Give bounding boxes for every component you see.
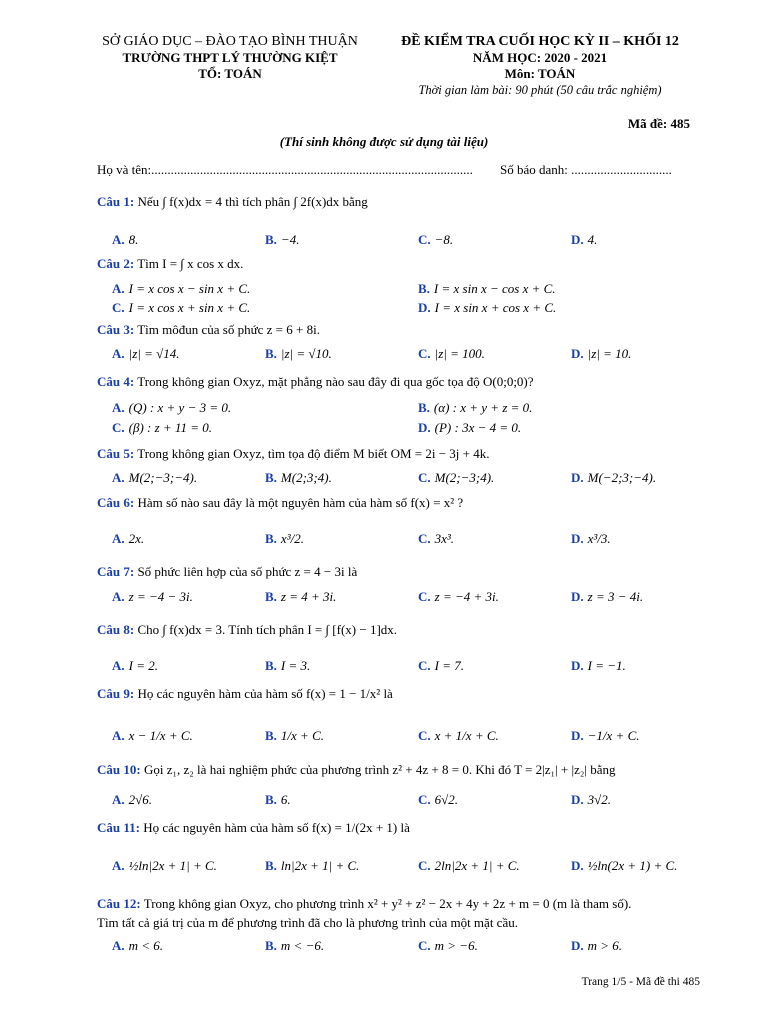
question-label: Câu 5:	[97, 446, 135, 461]
option-key: B.	[265, 589, 277, 604]
option-key: D.	[571, 589, 584, 604]
option-text: z = −4 + 3i.	[434, 589, 499, 604]
option-d[interactable]	[571, 589, 643, 605]
option-a[interactable]	[112, 938, 163, 954]
option-text: 6√2.	[434, 792, 459, 807]
option-text: I = 3.	[280, 658, 311, 673]
option-a[interactable]	[112, 470, 197, 486]
option-c[interactable]	[418, 792, 458, 808]
question-text: Trong không gian Oxyz, cho phương trình x² + y² + z² − 2x + 4y + 2z + m = 0 (m là tham số).	[140, 896, 632, 911]
question-8	[97, 622, 397, 638]
exam-note: (Thí sinh không được sử dụng tài liệu)	[279, 134, 489, 149]
option-c[interactable]	[418, 858, 520, 874]
option-key: D.	[571, 531, 584, 546]
subject: Môn: TOÁN	[504, 66, 576, 81]
option-c[interactable]	[112, 300, 250, 316]
option-text: z = 4 + 3i.	[280, 589, 337, 604]
option-text: x³/3.	[587, 531, 611, 546]
option-a[interactable]	[112, 281, 250, 297]
option-b[interactable]	[265, 232, 299, 248]
option-key: B.	[418, 400, 430, 415]
question-text: Họ các nguyên hàm của hàm số f(x) = 1 − 1/x² là	[134, 686, 393, 701]
question-label: Câu 6:	[97, 495, 135, 510]
option-key: D.	[571, 728, 584, 743]
option-text: 3√2.	[587, 792, 612, 807]
option-key: A.	[112, 346, 125, 361]
question-text-line2: Tìm tất cả giá trị của m để phương trình đã cho là phương trình của một mặt cầu.	[97, 915, 518, 930]
option-text: I = −1.	[587, 658, 626, 673]
option-key: C.	[418, 938, 431, 953]
question-10	[97, 762, 616, 778]
question-2	[97, 256, 243, 272]
option-key: B.	[265, 531, 277, 546]
option-key: C.	[418, 232, 431, 247]
option-b[interactable]	[265, 531, 304, 547]
option-text: (α) : x + y + z = 0.	[433, 400, 533, 415]
option-key: B.	[265, 792, 277, 807]
question-9	[97, 686, 393, 702]
question-text: Tìm môđun của số phức z = 6 + 8i.	[134, 322, 320, 337]
option-text: |z| = 100.	[434, 346, 485, 361]
option-c[interactable]	[418, 658, 464, 674]
option-key: B.	[265, 658, 277, 673]
option-a[interactable]	[112, 728, 193, 744]
question-text: Gọi z₁, z₂ là hai nghiệm phức của phương trình z² + 4z + 8 = 0. Khi đó T = 2|z₁| + |z₂| bằng	[140, 762, 616, 777]
option-key: A.	[112, 470, 125, 485]
option-key: D.	[571, 346, 584, 361]
question-label: Câu 2:	[97, 256, 135, 271]
option-key: B.	[265, 938, 277, 953]
option-text: x − 1/x + C.	[128, 728, 193, 743]
option-d[interactable]	[571, 792, 611, 808]
option-text: −4.	[280, 232, 300, 247]
option-text: z = 3 − 4i.	[587, 589, 644, 604]
question-text: Hàm số nào sau đây là một nguyên hàm của hàm số f(x) = x² ?	[134, 495, 464, 510]
option-a[interactable]	[112, 400, 231, 416]
option-key: C.	[418, 728, 431, 743]
option-c[interactable]	[418, 938, 478, 954]
option-key: A.	[112, 531, 125, 546]
school-year: NĂM HỌC: 2020 - 2021	[472, 50, 608, 65]
option-key: C.	[418, 531, 431, 546]
exam-code: Mã đề: 485	[627, 116, 690, 131]
student-name-line: Họ và tên:...................................................................................................	[97, 162, 473, 177]
option-text: I = x sin x + cos x + C.	[434, 300, 557, 315]
question-label: Câu 1:	[97, 194, 135, 209]
option-a[interactable]	[112, 589, 193, 605]
option-text: x + 1/x + C.	[434, 728, 499, 743]
question-1	[97, 194, 368, 210]
question-label: Câu 8:	[97, 622, 135, 637]
department-name: SỞ GIÁO DỤC – ĐÀO TẠO BÌNH THUẬN	[102, 34, 358, 49]
option-key: A.	[112, 281, 125, 296]
option-text: 1/x + C.	[280, 728, 324, 743]
option-text: m < −6.	[280, 938, 325, 953]
page-footer: Trang 1/5 - Mã đề thi 485	[581, 976, 700, 988]
candidate-number-line: Số báo danh: ...............................	[500, 162, 672, 177]
option-text: (P) : 3x − 4 = 0.	[434, 420, 522, 435]
option-text: M(2;−3;4).	[434, 470, 495, 485]
option-d[interactable]	[571, 658, 626, 674]
question-label: Câu 12:	[97, 896, 141, 911]
question-label: Câu 11:	[97, 820, 140, 835]
group-name: TỔ: TOÁN	[198, 66, 262, 81]
option-a[interactable]	[112, 346, 180, 362]
option-text: ½ln|2x + 1| + C.	[128, 858, 217, 873]
option-key: D.	[571, 232, 584, 247]
question-7	[97, 564, 357, 580]
question-label: Câu 4:	[97, 374, 135, 389]
option-text: m > 6.	[587, 938, 623, 953]
question-3	[97, 322, 320, 338]
option-key: C.	[418, 858, 431, 873]
option-text: ln|2x + 1| + C.	[280, 858, 360, 873]
option-text: (Q) : x + y − 3 = 0.	[128, 400, 232, 415]
option-c[interactable]	[418, 728, 499, 744]
school-name: TRƯỜNG THPT LÝ THƯỜNG KIỆT	[122, 50, 338, 65]
option-b[interactable]	[265, 589, 336, 605]
option-d[interactable]	[571, 470, 656, 486]
option-text: |z| = √10.	[280, 346, 332, 361]
option-key: D.	[571, 792, 584, 807]
option-b[interactable]	[265, 470, 332, 486]
option-c[interactable]	[112, 420, 212, 436]
option-b[interactable]	[265, 938, 324, 954]
option-a[interactable]	[112, 792, 152, 808]
option-b[interactable]	[265, 658, 310, 674]
option-key: B.	[265, 858, 277, 873]
option-key: A.	[112, 400, 125, 415]
option-key: A.	[112, 858, 125, 873]
option-d[interactable]	[418, 420, 521, 436]
option-a[interactable]	[112, 531, 144, 547]
option-key: B.	[265, 232, 277, 247]
question-text: Nếu ∫ f(x)dx = 4 thì tích phân ∫ 2f(x)dx bằng	[134, 194, 368, 209]
option-a[interactable]	[112, 858, 217, 874]
question-label: Câu 9:	[97, 686, 135, 701]
option-text: m > −6.	[434, 938, 478, 953]
question-text: Trong không gian Oxyz, mặt phẳng nào sau đây đi qua gốc tọa độ O(0;0;0)?	[134, 374, 534, 389]
option-key: C.	[418, 658, 431, 673]
option-a[interactable]	[112, 232, 138, 248]
option-b[interactable]	[418, 400, 532, 416]
option-c[interactable]	[418, 531, 454, 547]
option-text: m < 6.	[128, 938, 164, 953]
option-text: M(2;3;4).	[280, 470, 332, 485]
question-6	[97, 495, 463, 511]
option-text: 2√6.	[128, 792, 153, 807]
option-key: A.	[112, 589, 125, 604]
option-key: C.	[418, 470, 431, 485]
option-text: 4.	[587, 232, 598, 247]
option-b[interactable]	[265, 792, 291, 808]
option-b[interactable]	[265, 858, 359, 874]
option-key: D.	[571, 658, 584, 673]
question-5	[97, 446, 490, 462]
option-text: |z| = 10.	[587, 346, 632, 361]
question-text: Trong không gian Oxyz, tìm tọa độ điểm M biết OM = 2i − 3j + 4k.	[134, 446, 490, 461]
option-b[interactable]	[265, 728, 324, 744]
option-key: A.	[112, 232, 125, 247]
option-d[interactable]	[571, 346, 631, 362]
option-key: D.	[571, 858, 584, 873]
time-limit: Thời gian làm bài: 90 phút (50 câu trắc nghiệm)	[418, 83, 662, 97]
option-d[interactable]	[571, 938, 622, 954]
option-b[interactable]	[265, 346, 332, 362]
question-4	[97, 374, 534, 390]
option-key: D.	[418, 420, 431, 435]
option-key: D.	[571, 470, 584, 485]
option-key: C.	[112, 420, 125, 435]
option-d[interactable]	[418, 300, 556, 316]
option-d[interactable]	[571, 728, 640, 744]
exam-title: ĐỀ KIỂM TRA CUỐI HỌC KỲ II – KHỐI 12	[401, 34, 679, 49]
option-c[interactable]	[418, 346, 485, 362]
option-text: I = 7.	[434, 658, 464, 673]
option-key: B.	[265, 346, 277, 361]
option-key: C.	[112, 300, 125, 315]
option-text: 2x.	[128, 531, 145, 546]
option-key: D.	[571, 938, 584, 953]
option-text: M(2;−3;−4).	[128, 470, 198, 485]
option-text: 3x³.	[434, 531, 455, 546]
question-12	[97, 896, 631, 912]
option-key: D.	[418, 300, 431, 315]
option-key: A.	[112, 728, 125, 743]
option-key: B.	[418, 281, 430, 296]
question-text: Tìm I = ∫ x cos x dx.	[134, 256, 244, 271]
question-11	[97, 820, 410, 836]
option-text: x³/2.	[280, 531, 304, 546]
option-text: I = x cos x + sin x + C.	[128, 300, 251, 315]
question-label: Câu 10:	[97, 762, 141, 777]
option-text: I = x sin x − cos x + C.	[433, 281, 556, 296]
option-text: −1/x + C.	[587, 728, 640, 743]
question-label: Câu 3:	[97, 322, 135, 337]
exam-header	[385, 34, 695, 98]
option-key: B.	[265, 470, 277, 485]
option-d[interactable]	[571, 531, 611, 547]
option-c[interactable]	[418, 232, 453, 248]
option-key: A.	[112, 938, 125, 953]
option-b[interactable]	[418, 281, 556, 297]
option-c[interactable]	[418, 589, 499, 605]
option-key: B.	[265, 728, 277, 743]
option-a[interactable]	[112, 658, 158, 674]
option-d[interactable]	[571, 232, 597, 248]
question-text: Cho ∫ f(x)dx = 3. Tính tích phân I = ∫ [f(x) − 1]dx.	[134, 622, 398, 637]
option-key: C.	[418, 589, 431, 604]
option-text: I = x cos x − sin x + C.	[128, 281, 251, 296]
option-key: A.	[112, 792, 125, 807]
option-key: C.	[418, 346, 431, 361]
option-text: M(−2;3;−4).	[587, 470, 657, 485]
question-text: Họ các nguyên hàm của hàm số f(x) = 1/(2x + 1) là	[139, 820, 410, 835]
option-text: 8.	[128, 232, 139, 247]
option-text: |z| = √14.	[128, 346, 180, 361]
option-text: ½ln(2x + 1) + C.	[587, 858, 678, 873]
option-text: −8.	[434, 232, 454, 247]
option-text: z = −4 − 3i.	[128, 589, 193, 604]
option-text: 6.	[280, 792, 291, 807]
school-header	[80, 34, 380, 82]
option-text: (β) : z + 11 = 0.	[128, 420, 212, 435]
question-text: Số phức liên hợp của số phức z = 4 − 3i là	[134, 564, 358, 579]
question-label: Câu 7:	[97, 564, 135, 579]
option-text: I = 2.	[128, 658, 158, 673]
option-d[interactable]	[571, 858, 677, 874]
option-key: C.	[418, 792, 431, 807]
option-key: A.	[112, 658, 125, 673]
option-c[interactable]	[418, 470, 494, 486]
option-text: 2ln|2x + 1| + C.	[434, 858, 520, 873]
